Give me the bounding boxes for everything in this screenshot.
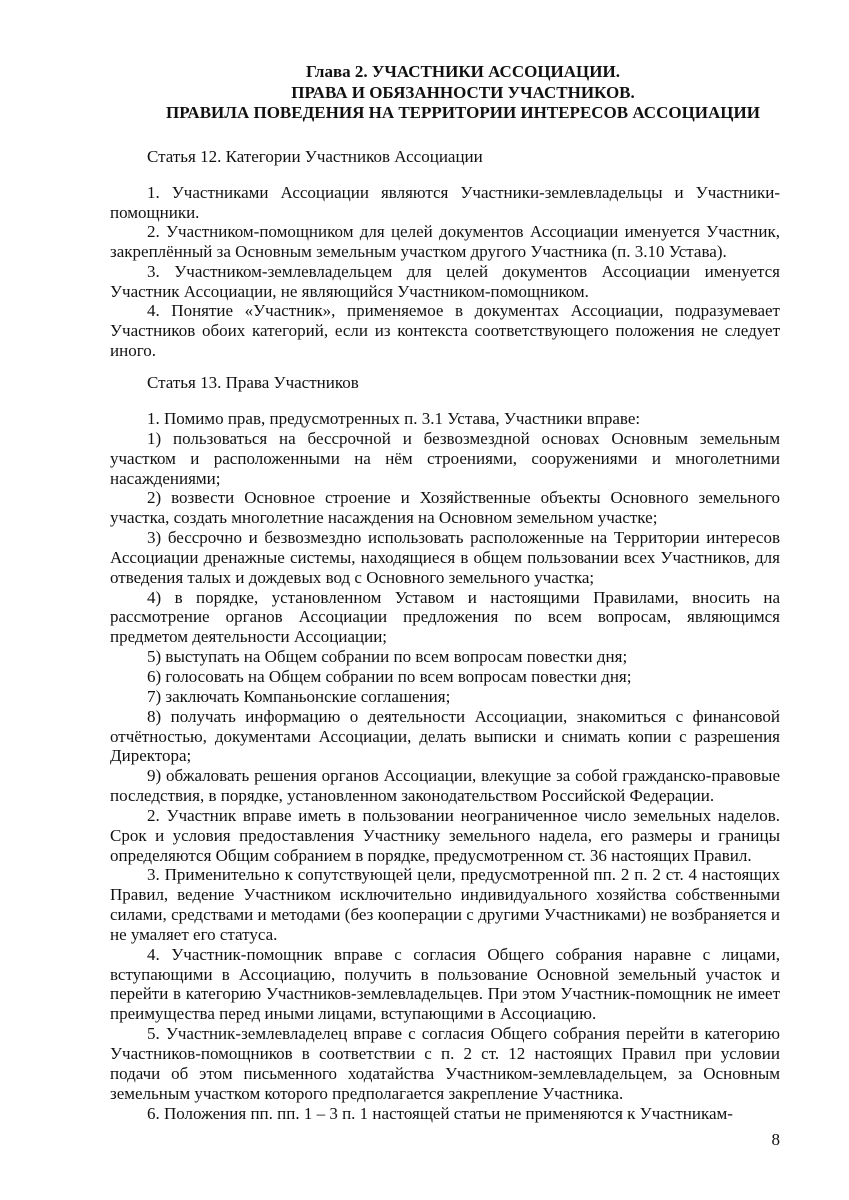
paragraph: 9) обжаловать решения органов Ассоциации, влекущие за собой гражданско-правовые последствия, в порядке, установленном законодательством Российской Федерации. (110, 766, 780, 806)
paragraph: 3. Участником-землевладельцем для целей документов Ассоциации именуется Участник Ассоциации, не являющийся Участником-помощником. (110, 261, 780, 301)
chapter-title-line: Глава 2. УЧАСТНИКИ АССОЦИАЦИИ. (306, 62, 620, 81)
paragraph: 8) получать информацию о деятельности Ассоциации, знакомиться с финансовой отчётностью, документами Ассоциации, делать выписки и снимать копии с разрешения Директора; (110, 706, 780, 766)
paragraph: 1) пользоваться на бессрочной и безвозмездной основах Основным земельным участком и расположенными на нём строениями, сооружениями и многолетними насаждениями; (110, 428, 780, 488)
paragraph: 4. Понятие «Участник», применяемое в документах Ассоциации, подразумевает Участников обоих категорий, если из контекста соответствующего положения не следует иного. (110, 301, 780, 360)
paragraph: 7) заключать Компаньонские соглашения; (147, 686, 451, 706)
paragraph: 6. Положения пп. пп. 1 – 3 п. 1 настоящей статьи не применяются к Участникам- (147, 1103, 733, 1123)
page-number: 8 (771, 1130, 780, 1149)
paragraph: 5. Участник-землевладелец вправе с согласия Общего собрания перейти в категорию Участников-помощников в соответствии с п. 2 ст. 12 настоящих Правил при условии подачи об этом письменного ходатайства Участником-землевладельцем, за Основным земельным участком которого предполагается закрепление Участника. (110, 1024, 780, 1103)
chapter-title-line: ПРАВА И ОБЯЗАННОСТИ УЧАСТНИКОВ. (291, 82, 635, 102)
paragraph: 2. Участник вправе иметь в пользовании неограниченное число земельных наделов. Срок и условия предоставления Участнику земельного надела, его размеры и границы определяются Общим собранием в порядке, предусмотренном ст. 36 настоящих Правил. (110, 805, 780, 865)
chapter-title-line: ПРАВИЛА ПОВЕДЕНИЯ НА ТЕРРИТОРИИ ИНТЕРЕСОВ АССОЦИАЦИИ (166, 103, 760, 122)
paragraph: 4) в порядке, установленном Уставом и настоящими Правилами, вносить на рассмотрение органов Ассоциации предложения по всем вопросам, являющимся предметом деятельности Ассоциации; (110, 587, 780, 647)
article-12-body (110, 183, 780, 360)
paragraph: 2. Участником-помощником для целей документов Ассоциации именуется Участник, закреплённый за Основным земельным участком другого Участника (п. 3.10 Устава). (110, 222, 780, 262)
paragraph: 1. Участниками Ассоциации являются Участники-землевладельцы и Участники-помощники. (110, 183, 780, 222)
article-13-body (110, 409, 780, 1123)
article-13-heading: Статья 13. Права Участников (147, 373, 359, 392)
chapter-title (110, 62, 780, 124)
paragraph: 2) возвести Основное строение и Хозяйственные объекты Основного земельного участка, создать многолетние насаждения на Основном земельном участке; (110, 488, 780, 528)
article-12-heading: Статья 12. Категории Участников Ассоциации (147, 147, 483, 166)
paragraph: 5) выступать на Общем собрании по всем вопросам повестки дня; (147, 647, 628, 667)
paragraph: 1. Помимо прав, предусмотренных п. 3.1 Устава, Участники вправе: (147, 409, 641, 428)
paragraph: 6) голосовать на Общем собрании по всем вопросам повестки дня; (147, 666, 632, 686)
paragraph: 3) бессрочно и безвозмездно использовать расположенные на Территории интересов Ассоциации дренажные системы, находящиеся в общем пользовании всех Участников, для отведения талых и дождевых вод с Основного земельного участка; (110, 528, 780, 587)
paragraph: 4. Участник-помощник вправе с согласия Общего собрания наравне с лицами, вступающими в Ассоциацию, получить в пользование Основной земельный участок и перейти в категорию Участников-землевладельцев. При этом Участник-помощник не имеет преимущества перед иными лицами, вступающими в Ассоциацию. (110, 944, 780, 1024)
paragraph: 3. Применительно к сопутствующей цели, предусмотренной пп. 2 п. 2 ст. 4 настоящих Правил, ведение Участником исключительно индивидуального хозяйства собственными силами, средствами и методами (без кооперации с другими Участниками) не возбраняется и не умаляет его статуса. (110, 865, 780, 944)
